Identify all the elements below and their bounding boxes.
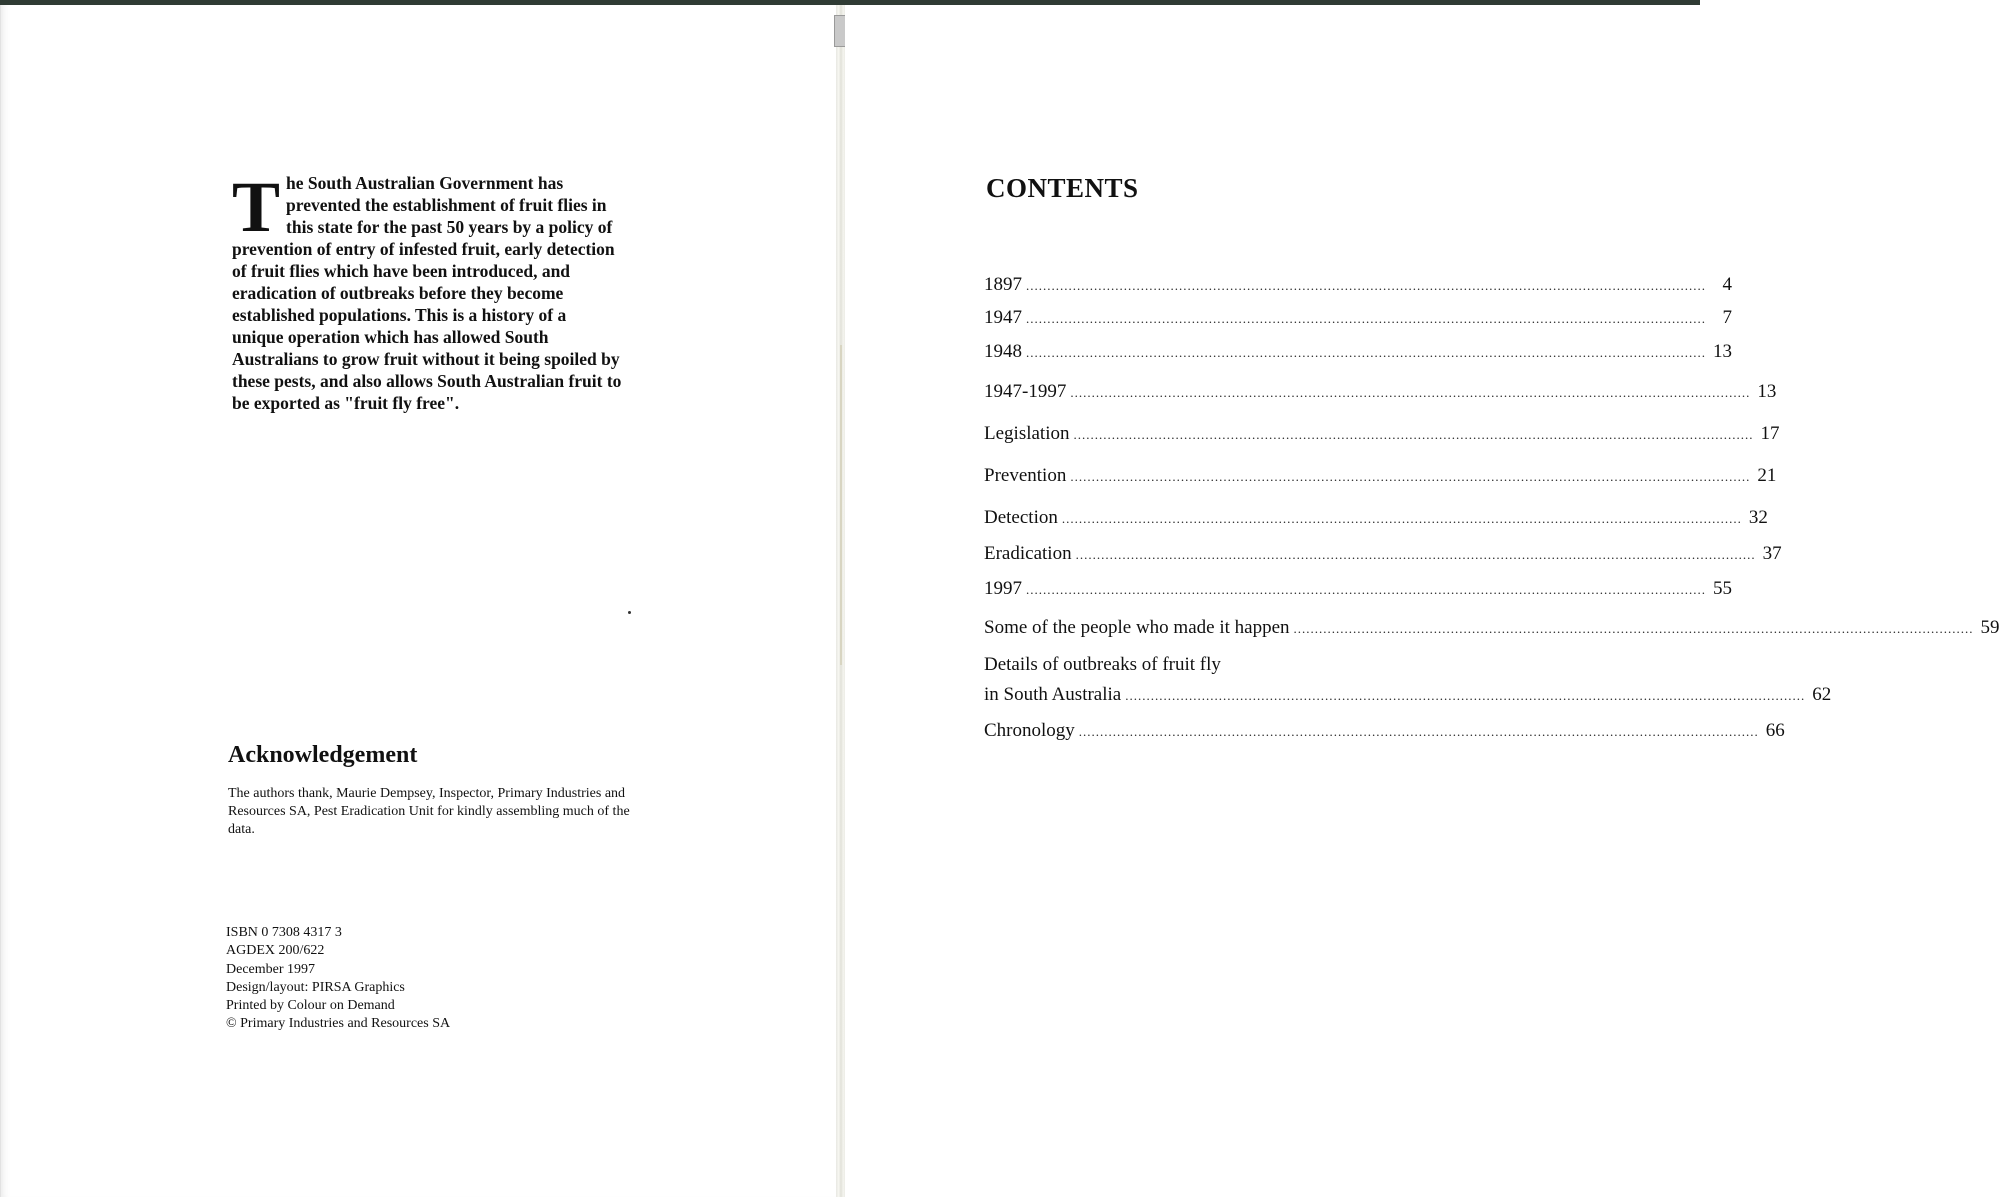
toc-label: Detection [984, 507, 1058, 528]
toc-label: 1947 [984, 307, 1022, 328]
toc-leader: ................................................................................................................................................................ [1061, 511, 1742, 526]
toc-leader: ................................................................................................................................................................ [1026, 311, 1706, 326]
toc-page: 17 [1760, 423, 1780, 444]
toc-leader: ................................................................................................................................................................ [1026, 278, 1706, 293]
toc-page: 32 [1748, 507, 1768, 528]
toc-entry [984, 654, 1832, 707]
toc-entry [984, 543, 1782, 566]
toc-label: Legislation [984, 423, 1070, 444]
print-speck [628, 611, 631, 614]
toc-entry [984, 423, 1780, 446]
toc-label-line1: Details of outbreaks of fruit fly [984, 654, 1221, 675]
toc-entry [984, 617, 2000, 640]
right-page [845, 5, 1700, 1197]
toc-label: 1897 [984, 274, 1022, 295]
date-line: December 1997 [226, 961, 316, 977]
toc-entry [984, 720, 1785, 743]
intro-text: he South Australian Government has prevented the establishment of fruit flies in this state for the past 50 years by a policy of prevention of entry of infested fruit, early detection of fruit flies which have been introduced, and eradication of outbreaks before they become established populations. This is a history of a unique operation which has allowed South Australians to grow fruit without it being spoiled by these pests, and also allows South Australian fruit to be exported as "fruit fly free". [232, 173, 622, 413]
toc-page: 7 [1722, 307, 1732, 328]
toc-leader: ................................................................................................................................................................ [1075, 547, 1756, 562]
book-spine [836, 5, 845, 1197]
toc-label: 1947-1997 [984, 381, 1067, 402]
toc-entry [984, 341, 1732, 364]
toc-leader: ................................................................................................................................................................ [1026, 345, 1706, 360]
toc-label: Chronology [984, 720, 1075, 741]
toc-page: 13 [1757, 381, 1777, 402]
toc-page: 55 [1713, 578, 1732, 599]
toc-entry [984, 381, 1777, 404]
toc-entry [984, 274, 1732, 297]
toc-leader: ................................................................................................................................................................ [1073, 427, 1754, 442]
agdex-line: AGDEX 200/622 [226, 943, 325, 959]
isbn-line: ISBN 0 7308 4317 3 [226, 925, 342, 940]
toc-entry [984, 465, 1777, 488]
toc-leader: ................................................................................................................................................................ [1070, 469, 1751, 484]
toc-entry [984, 578, 1732, 601]
toc-entry [984, 507, 1768, 530]
toc-page: 4 [1722, 274, 1732, 295]
toc-leader: ................................................................................................................................................................ [1078, 724, 1759, 739]
colophon [226, 924, 450, 1034]
toc-leader: ................................................................................................................................................................ [1125, 688, 1806, 703]
toc-label: 1997 [984, 578, 1022, 599]
toc-leader: ................................................................................................................................................................ [1293, 621, 1974, 636]
toc-label: Prevention [984, 465, 1067, 486]
contents-title: CONTENTS [986, 173, 1139, 203]
toc-page: 13 [1713, 341, 1732, 362]
toc-entry [984, 307, 1732, 330]
toc-label: 1948 [984, 341, 1022, 362]
printer-line: Printed by Colour on Demand [226, 998, 395, 1014]
copyright-line: © Primary Industries and Resources SA [226, 1016, 451, 1032]
toc-second-line [984, 684, 1832, 707]
toc-page: 59 [1980, 617, 2000, 638]
acknowledgement-heading: Acknowledgement [228, 742, 418, 768]
drop-cap: T [232, 167, 281, 247]
toc-page: 21 [1757, 465, 1777, 486]
spine-crease [840, 345, 842, 665]
toc-label: Some of the people who made it happen [984, 617, 1290, 638]
toc-page: 37 [1762, 543, 1782, 564]
toc-page: 62 [1812, 684, 1832, 705]
toc-label-line2: in South Australia [984, 684, 1122, 705]
toc-leader: ................................................................................................................................................................ [1026, 582, 1706, 597]
acknowledgement-text: The authors thank, Maurie Dempsey, Inspector, Primary Industries and Resources SA, Pest Eradication Unit for kindly assembling much of the data. [228, 786, 630, 837]
intro-paragraph [232, 167, 622, 414]
toc-page: 66 [1765, 720, 1785, 741]
design-line: Design/layout: PIRSA Graphics [226, 979, 405, 995]
toc-label: Eradication [984, 543, 1072, 564]
toc-leader: ................................................................................................................................................................ [1070, 385, 1751, 400]
